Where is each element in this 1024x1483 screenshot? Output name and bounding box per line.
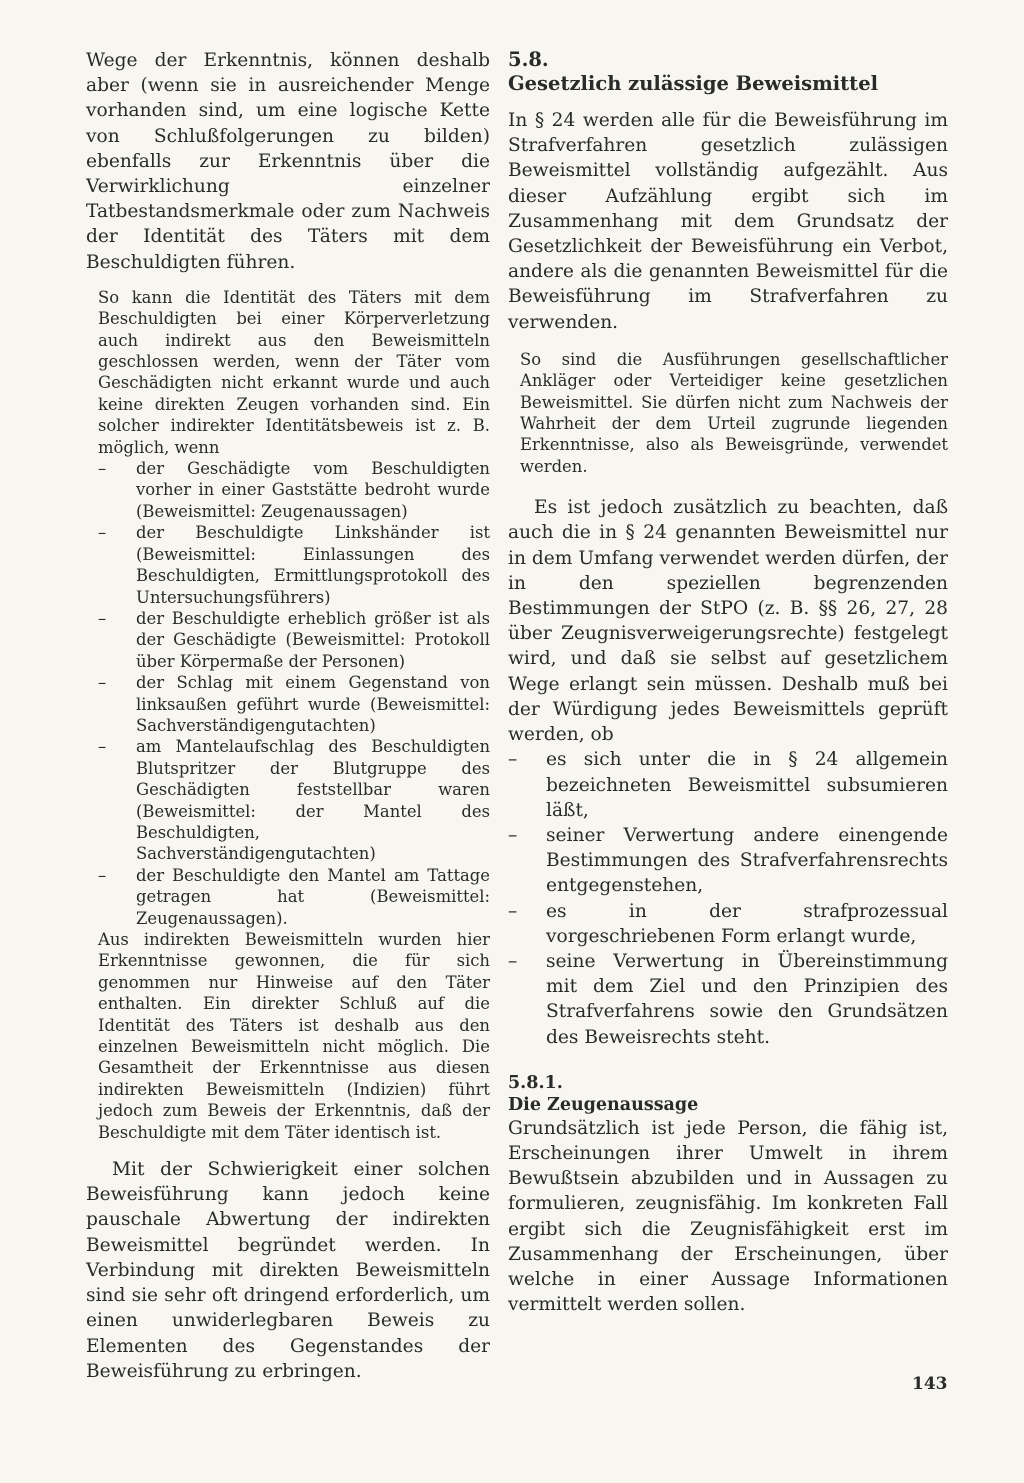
list-item [508, 747, 948, 823]
list-item [98, 672, 490, 736]
dash-mark: – [508, 950, 518, 972]
list-item-text: der Geschädigte vom Beschuldigten vorher in einer Gaststätte bedroht wurde (Beweismittel: Zeugenaussagen) [136, 459, 490, 521]
intro-paragraph: Wege der Erkenntnis, können deshalb aber (wenn sie in ausreichender Menge vorhanden sind, um eine logische Kette von Schlußfolgerungen zu bilden) ebenfalls zur Erkenntnis über die Verwirklichung einzelner Tatbestandsmerkmale oder zum Nachweis der Identität des Täters mit dem Beschuldigten führen. [86, 50, 490, 273]
example-block [86, 287, 490, 1143]
list-item-text: der Schlag mit einem Gegenstand von linksaußen geführt wurde (Beweismittel: Sachverständigengutachten) [136, 673, 490, 735]
dash-mark: – [508, 824, 518, 846]
list-item-text: der Beschuldigte erheblich größer ist als der Geschädigte (Beweismittel: Protokoll über Körpermaße der Personen) [136, 608, 490, 671]
section-number: 5.8. [508, 48, 549, 71]
list-item [98, 522, 490, 608]
list-item [98, 608, 490, 672]
section-title: Gesetzlich zulässige Beweismittel [508, 72, 879, 95]
dash-mark: – [98, 737, 107, 757]
list-item-text: seine Verwertung in Übereinstimmung mit dem Ziel und den Prinzipien des Strafverfahrens sowie den Grundsätzen des Beweisrechts steht. [546, 950, 948, 1048]
note-paragraph: So sind die Ausführungen gesellschaftlicher Ankläger oder Verteidiger keine gesetzlichen Beweismittel. Sie dürfen nicht zum Nachweis der Wahrheit der dem Urteil zugrunde liegenden Erkenntnisse, also als Beweisgründe, verwendet werden. [520, 349, 948, 476]
list-item-text: der Beschuldigte Linkshänder ist (Beweismittel: Einlassungen des Beschuldigten, Ermittlungsprotokoll des Untersuchungsführers) [136, 523, 490, 607]
list-item [508, 823, 948, 899]
list-item-text: seiner Verwertung andere einengende Bestimmungen des Strafverfahrensrechts entgegenstehen, [546, 824, 948, 897]
list-item [98, 458, 490, 522]
witness-paragraph: Grundsätzlich ist jede Person, die fähig ist, Erscheinungen ihrer Umwelt in ihrem Bewußtsein abzubilden und in Aussagen zu formulieren, zeugnisfähig. Im konkreten Fall ergibt sich die Zeugnisfähigkeit erst im Zusammenhang der Erscheinungen, über welche in einer Aussage Informationen vermittelt werden sollen. [508, 1117, 948, 1316]
list-item-text: der Beschuldigte den Mantel am Tattage getragen hat (Beweismittel: Zeugenaussagen). [136, 865, 490, 928]
list-item [98, 865, 490, 929]
closing-paragraph: Mit der Schwierigkeit einer solchen Beweisführung kann jedoch keine pauschale Abwertung der indirekten Beweismittel begründet werden. In Verbindung mit direkten Beweismitteln sind sie sehr oft dringend erforderlich, um einen unwiderlegbaren Beweis zu Elementen des Gegenstandes der Beweisführung zu erbringen. [86, 1159, 490, 1382]
main-paragraph: In § 24 werden alle für die Beweisführung im Strafverfahren gesetzlich zulässigen Beweismittel vollständig aufgezählt. Aus dieser Aufzählung ergibt sich im Zusammenhang mit dem Grundsatz der Gesetzlichkeit der Beweisführung ein Verbot, andere als die genannten Beweismittel für die Beweisführung im Strafverfahren zu verwenden. [508, 110, 948, 333]
subsection-number: 5.8.1. [508, 1072, 563, 1093]
dash-mark: – [98, 608, 107, 628]
subsection-title: Die Zeugenaussage [508, 1094, 699, 1115]
example-conclusion: Aus indirekten Beweismitteln wurden hier Erkenntnisse gewonnen, die für sich genommen nur Hinweise auf den Täter enthalten. Ein direkter Schluß auf die Identität des Täters ist deshalb aus den einzelnen Beweismitteln nicht möglich. Die Gesamtheit der Erkenntnisse aus diesen indirekten Beweismitteln (Indizien) führt jedoch zum Beweis der Erkenntnis, daß der Beschuldigte mit dem Täter identisch ist. [98, 930, 490, 1142]
list-item [98, 736, 490, 864]
dash-mark: – [98, 459, 107, 479]
example-intro: So kann die Identität des Täters mit dem Beschuldigten bei einer Körperverletzung auch indirekt aus den Beweismitteln geschlossen werden, wenn der Täter vom Geschädigten nicht erkannt wurde und auch keine direkten Zeugen vorhanden sind. Ein solcher indirekter Identitätsbeweis ist z. B. möglich, wenn [98, 287, 490, 457]
list-item-text: am Mantelaufschlag des Beschuldigten Blutspritzer der Blutgruppe des Geschädigten feststellbar waren (Beweismittel: der Mantel des Beschuldigten, Sachverständigengutachten) [136, 737, 490, 864]
dash-mark: – [98, 673, 107, 693]
list-item-text: es sich unter die in § 24 allgemein bezeichneten Beweismittel subsumieren läßt, [546, 749, 948, 821]
right-column [508, 48, 948, 1317]
dash-mark: – [508, 749, 518, 771]
list-item [508, 949, 948, 1050]
dash-mark: – [98, 865, 107, 885]
page-number: 143 [912, 1374, 948, 1394]
list-item-text: es in der strafprozessual vorgeschriebenen Form erlangt wurde, [546, 900, 948, 947]
example-list [98, 458, 490, 929]
left-column [86, 48, 490, 1384]
check-list [508, 747, 948, 1049]
addition-paragraph: Es ist jedoch zusätzlich zu beachten, daß auch die in § 24 genannten Beweismittel nur in dem Umfang verwendet werden dürfen, der in den speziellen begrenzenden Bestimmungen der StPO (z. B. §§ 26, 27, 28 über Zeugnisverweigerungsrechte) festgelegt wird, und daß sie selbst auf gesetzlichem Wege erlangt sein müssen. Deshalb muß bei der Würdigung jedes Beweismittels geprüft werden, ob [508, 497, 948, 746]
dash-mark: – [98, 523, 107, 543]
dash-mark: – [508, 900, 518, 922]
list-item [508, 899, 948, 949]
